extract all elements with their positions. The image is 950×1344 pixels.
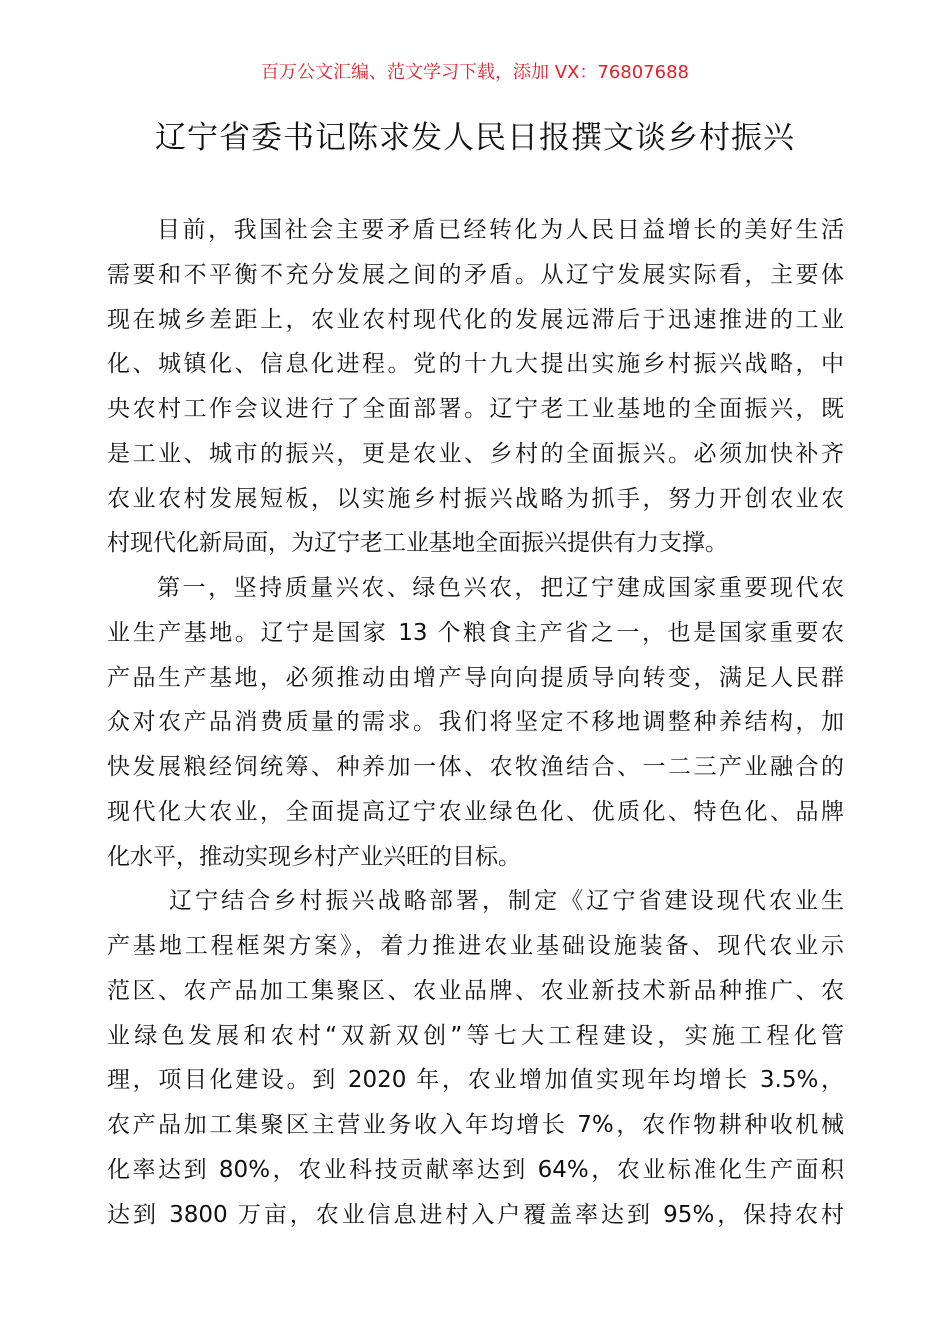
watermark-banner: 百万公文汇编、范文学习下载，添加 VX：76807688 — [261, 62, 689, 83]
paragraph-line: 理，项目化建设。到 2020 年，农业增加值实现年均增长 3.5%， — [107, 1067, 844, 1094]
paragraph-line: 业生产基地。辽宁是国家 13 个粮食主产省之一，也是国家重要农 — [107, 619, 844, 646]
paragraph-line: 目前，我国社会主要矛盾已经转化为人民日益增长的美好生活 — [157, 217, 844, 243]
paragraph-line: 产基地工程框架方案》，着力推进农业基础设施装备、现代农业示 — [107, 933, 844, 959]
paragraph-line: 村现代化新局面，为辽宁老工业基地全面振兴提供有力支撑。 — [107, 530, 728, 557]
paragraph-line: 央农村工作会议进行了全面部署。辽宁老工业基地的全面振兴，既 — [107, 396, 844, 422]
paragraph-line: 产品生产基地，必须推动由增产导向向提质导向转变，满足人民群 — [107, 664, 844, 691]
paragraph-line: 众对农产品消费质量的需求。我们将坚定不移地调整种养结构，加 — [107, 709, 844, 736]
paragraph-line: 现在城乡差距上，农业农村现代化的发展远滞后于迅速推进的工业 — [107, 306, 844, 333]
document-title: 辽宁省委书记陈求发人民日报撰文谈乡村振兴 — [155, 120, 795, 156]
paragraph-line: 第一，坚持质量兴农、绿色兴农，把辽宁建成国家重要现代农 — [157, 575, 844, 601]
paragraph-line: 化水平，推动实现乡村产业兴旺的目标。 — [107, 843, 521, 870]
paragraph — [107, 879, 844, 1237]
paragraph-line: 快发展粮经饲统筹、种养加一体、农牧渔结合、一二三产业融合的 — [107, 754, 844, 780]
paragraph-line: 业绿色发展和农村“双新双创”等七大工程建设，实施工程化管 — [107, 1022, 844, 1049]
paragraph-line: 现代化大农业，全面提高辽宁农业绿色化、优质化、特色化、品牌 — [107, 798, 844, 825]
paragraph-line: 化、城镇化、信息化进程。党的十九大提出实施乡村振兴战略，中 — [107, 351, 844, 378]
document-body — [107, 208, 844, 1237]
paragraph-line: 范区、农产品加工集聚区、农业品牌、农业新技术新品种推广、农 — [107, 977, 844, 1004]
paragraph-line: 农业农村发展短板，以实施乡村振兴战略为抓手，努力开创农业农 — [107, 485, 844, 512]
paragraph-line: 农产品加工集聚区主营业务收入年均增长 7%，农作物耕种收机械 — [107, 1112, 844, 1138]
paragraph-line: 辽宁结合乡村振兴战略部署，制定《辽宁省建设现代农业生 — [169, 888, 844, 915]
paragraph-line: 达到 3800 万亩，农业信息进村入户覆盖率达到 95%，保持农村 — [107, 1201, 844, 1228]
paragraph-line: 是工业、城市的振兴，更是农业、乡村的全面振兴。必须加快补齐 — [107, 440, 844, 467]
paragraph-line: 化率达到 80%，农业科技贡献率达到 64%，农业标准化生产面积 — [107, 1156, 844, 1183]
paragraph — [107, 566, 844, 879]
paragraph — [107, 208, 844, 566]
paragraph-line: 需要和不平衡不充分发展之间的矛盾。从辽宁发展实际看，主要体 — [107, 261, 844, 288]
